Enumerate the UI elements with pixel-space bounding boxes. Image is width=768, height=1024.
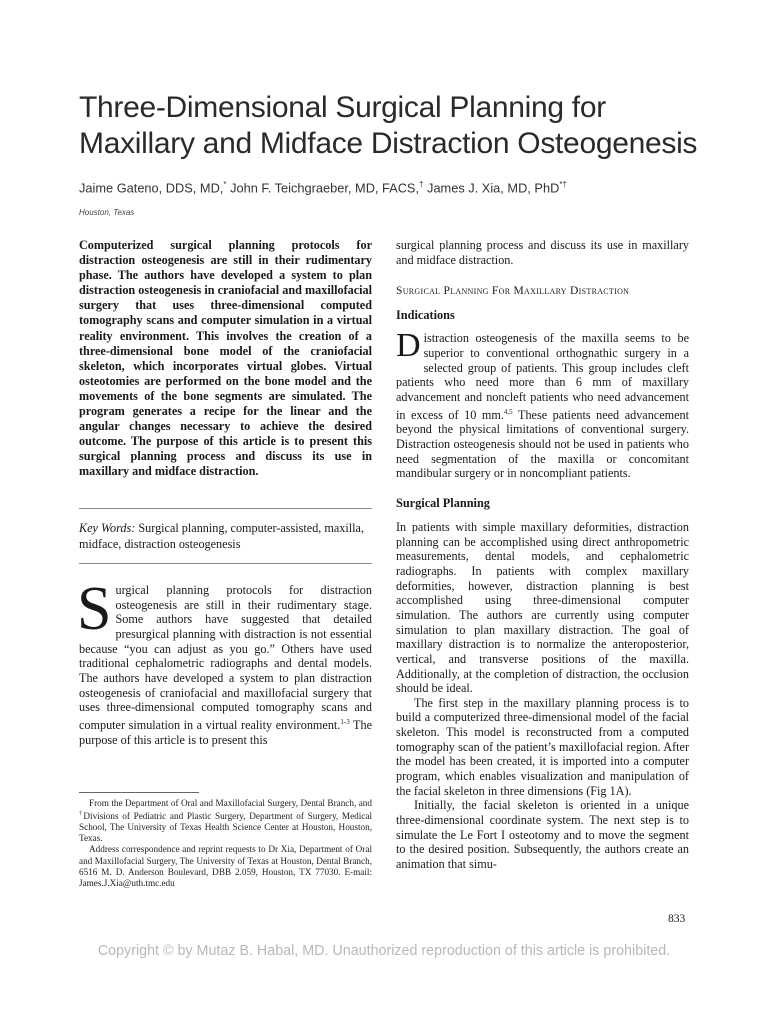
- keywords-bottom-rule: [79, 563, 372, 564]
- indications-text: istraction osteogenesis of the maxilla seems to be superior to conventional orthognathic surgery in a selected group of patients. This group includes cleft patients who need more than 6 mm of maxillary advancement and noncleft patients who need advancement in excess of 10 mm.: [396, 331, 689, 422]
- affiliation-footnote: [79, 798, 372, 844]
- planning-paragraph: In patients with simple maxillary deformities, distraction planning can be accomplished using direct anthropometric measurements, dental models, and cephalometric radiographs. In patients with complex maxillary deformities, however, distraction planning is best accomplished using three-dimensional computer simulation. The authors are currently using computer simulation to plan maxillary distraction. The goal of maxillary distraction is to normalize the anteroposterior, vertical, and transverse positions of the maxilla. Additionally, at the completion of distraction, the occlusion should be ideal.: [396, 519, 689, 696]
- abstract-block: [79, 238, 372, 480]
- correspondence-footnote: Address correspondence and reprint requests to Dr Xia, Department of Oral and Maxillofacial Surgery, The University of Texas at Houston, Dental Branch, 6516 M. D. Anderson Boulevard, DBB 2.059, Houston, TX 77030. E-mail: James.J.Xia@uth.tmc.edu: [79, 844, 372, 888]
- author-name: Jaime Gateno, DDS, MD,: [79, 180, 224, 196]
- right-column: [396, 238, 689, 872]
- author-name: John F. Teichgraeber, MD, FACS,: [230, 180, 420, 196]
- author-affiliation-mark: *†: [559, 180, 567, 189]
- indications-paragraph: [396, 327, 689, 481]
- indications-text-continued: These patients need advancement beyond the physical limitations of conventional surgery. Distraction osteogenesis should not be used in patients who need segmentation of the maxilla or concomitant mandibular surgery or in noncompliant patients.: [396, 407, 689, 481]
- affiliation-text-continued: Divisions of Pediatric and Plastic Surgery, Department of Surgery, Medical School, The University of Texas Health Science Center at Houston, Houston, Texas.: [79, 811, 372, 844]
- intro-text-continued: The purpose of this article is to present this: [79, 717, 372, 747]
- intro-text: urgical planning protocols for distraction osteogenesis are still in their rudimentary stage. Some authors have suggested that detailed presurgical planning with distraction is not essential because “you can adjust as you go.” Others have used traditional cephalometric radiographs and dental models. The authors have developed a system to plan distraction osteogenesis of craniofacial and maxillofacial surgery that uses three-dimensional computed tomography scans and computer simulation in a virtual reality environment.: [79, 583, 372, 732]
- article-title: Three-Dimensional Surgical Planning for Maxillary and Midface Distraction Osteogenesis: [79, 91, 698, 160]
- author-affiliation-mark: *: [223, 180, 227, 189]
- copyright-watermark: Copyright © by Mutaz B. Habal, MD. Unauthorized reproduction of this article is prohibited.: [97, 943, 671, 959]
- continuation-paragraph: surgical planning process and discuss its use in maxillary and midface distraction.: [396, 238, 689, 267]
- keywords: [79, 521, 372, 552]
- planning-paragraph: The first step in the maxillary planning process is to build a computerized three-dimensional model of the facial skeleton. This model is reconstructed from a computed tomography scan of the patient’s maxillofacial region. After the model has been created, it is imported into a computer program, which enables visualization and manipulation of the facial skeleton in three dimensions (Fig 1A).: [396, 695, 689, 798]
- citation-ref: 4,5: [503, 407, 513, 416]
- introduction: [77, 575, 372, 747]
- dropcap-letter: S: [77, 575, 112, 643]
- affiliation-mark: †: [79, 811, 84, 818]
- author-name: James J. Xia, MD, PhD: [427, 180, 560, 196]
- affiliation-text: From the Department of Oral and Maxillofacial Surgery, Dental Branch, and: [89, 798, 372, 808]
- page-number: 833: [668, 913, 686, 925]
- dropcap-letter: D: [396, 327, 421, 365]
- keywords-text: Surgical planning, computer-assisted, maxilla, midface, distraction osteogenesis: [79, 521, 364, 551]
- subsection-heading-indications: Indications: [396, 308, 455, 323]
- planning-paragraph: Initially, the facial skeleton is oriented in a unique three-dimensional coordinate system. The next step is to simulate the Le Fort I osteotomy and to move the segment to the desired position. Subsequently, the authors create an animation that simu-: [396, 798, 689, 872]
- keywords-top-rule: [79, 508, 372, 509]
- section-heading: Surgical Planning For Maxillary Distraction: [396, 285, 630, 298]
- author-line: [79, 180, 719, 195]
- keywords-label: Key Words:: [79, 521, 136, 535]
- abstract-text: Computerized surgical planning protocols for distraction osteogenesis are still in their rudimentary phase. The authors have developed a system to plan distraction osteogenesis in craniofacial and maxillofacial surgery that uses three-dimensional computed tomography scans and computer simulation in a virtual reality environment. This involves the creation of a three-dimensional bone model of the craniofacial skeleton, which incorporates virtual globes. Virtual osteotomies are performed on the bone model and the movements of the bone segments are simulated. The program generates a recipe for the linear and the angular changes necessary to achieve the desired outcome. The purpose of this article is to present this surgical planning process and discuss its use in maxillary and midface distraction.: [79, 238, 372, 479]
- intro-paragraph: [77, 575, 372, 747]
- footnotes: [79, 798, 372, 889]
- subsection-heading-planning: Surgical Planning: [396, 495, 490, 510]
- citation-ref: 1-3: [340, 717, 350, 726]
- author-affiliation-mark: †: [419, 180, 424, 189]
- footnote-rule: [79, 792, 199, 793]
- author-location: Houston, Texas: [79, 208, 135, 217]
